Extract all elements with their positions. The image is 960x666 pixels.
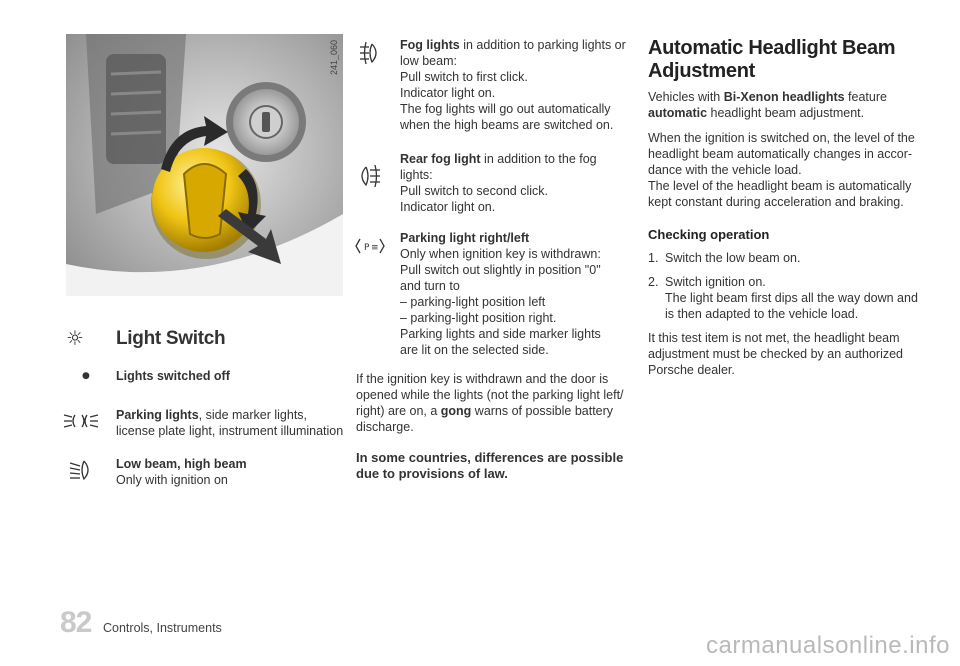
light-switch-photo (66, 34, 343, 296)
light-switch-icon: ☼ (66, 326, 84, 350)
key-warning-l3 (356, 404, 613, 420)
bi-xenon-bold: Bi-Xenon headlights (723, 90, 845, 104)
law-note-l1: In some countries, differences are possible (356, 450, 624, 465)
fog-lights-icon (356, 40, 386, 70)
key-warning-l4: discharge. (356, 420, 414, 434)
auto-beam-title-l2: Adjustment (648, 60, 756, 82)
auto-beam-p3-l2: adjustment must be checked by an authorized (648, 347, 904, 361)
key-warning-l1: If the ignition key is withdrawn and the door is (356, 372, 609, 386)
fog-lights-line1 (400, 38, 626, 54)
step1-num: 1. (648, 251, 659, 265)
rear-fog-l3: Pull switch to second click. (400, 184, 548, 198)
section-title: Light Switch (116, 328, 226, 349)
footer-section: Controls, Instruments (103, 621, 222, 635)
parking-lights-line2: license plate light, instrument illumination (116, 424, 344, 438)
fog-lights-l6: when the high beams are switched on. (400, 118, 614, 132)
page-number: 82 (60, 606, 92, 639)
rear-fog-l4: Indicator light on. (400, 200, 496, 214)
parking-side-l2: Pull switch out slightly in position "0" (400, 263, 601, 277)
key-warning-post: warns of possible battery (471, 404, 614, 418)
lights-off-label: Lights switched off (116, 369, 230, 383)
auto-beam-p3-l1: It this test item is not met, the headlight beam (648, 331, 900, 345)
step1-text: Switch the low beam on. (665, 251, 801, 265)
light-switch-illustration (66, 34, 343, 296)
low-beam-label: Low beam, high beam (116, 457, 247, 471)
parking-side-l1: Only when ignition key is withdrawn: (400, 247, 601, 261)
step2-l2: The light beam first dips all the way down and (665, 291, 918, 305)
checking-operation-title: Checking operation (648, 227, 770, 242)
step2-l1: Switch ignition on. (665, 275, 766, 289)
auto-beam-p2-l3: dance with the vehicle load. (648, 163, 802, 177)
step2-num: 2. (648, 275, 659, 289)
fog-lights-bold: Fog lights (400, 38, 460, 52)
fog-lights-l2: low beam: (400, 54, 457, 68)
key-warning-l2: opened while the lights (not the parking light left/ (356, 388, 624, 402)
rear-fog-line1 (400, 152, 597, 168)
watermark: carmanualsonline.info (706, 632, 950, 659)
photo-code: 241_060 (329, 40, 339, 76)
gong-bold: gong (440, 404, 472, 418)
auto-beam-title-l1: Automatic Headlight Beam (648, 37, 896, 59)
law-note-l2: due to provisions of law. (356, 466, 508, 481)
auto-beam-p2-l1: When the ignition is switched on, the level of the (648, 131, 915, 145)
low-beam-icon (66, 457, 96, 487)
svg-text:P: P (364, 243, 370, 253)
parking-side-title: Parking light right/left (400, 231, 530, 245)
auto-beam-p1-l2 (648, 106, 864, 122)
p1-post: feature (844, 90, 887, 104)
parking-side-l4: – parking-light position left (400, 295, 546, 309)
auto-beam-p2-l5: kept constant during acceleration and braking. (648, 195, 904, 209)
parking-side-l3: and turn to (400, 279, 460, 293)
fog-lights-l3: Pull switch to first click. (400, 70, 528, 84)
parking-side-l6: Parking lights and side marker lights (400, 327, 601, 341)
p1-post2: headlight beam adjustment. (707, 106, 865, 120)
rear-fog-bold: Rear fog light (400, 152, 481, 166)
rear-fog-rest: in addition to the fog (480, 152, 597, 166)
auto-beam-p2-l4: The level of the headlight beam is automatically (648, 179, 912, 193)
parking-lights-bold: Parking lights (116, 408, 199, 422)
fog-lights-rest: in addition to parking lights or (459, 38, 626, 52)
parking-light-side-icon (354, 236, 386, 260)
auto-beam-p3-l3: Porsche dealer. (648, 363, 735, 377)
bullet-dot-icon: ● (82, 371, 90, 381)
fog-lights-l5: The fog lights will go out automatically (400, 102, 611, 116)
key-warning-pre: right) are on, a (356, 404, 441, 418)
rear-fog-light-icon (356, 163, 386, 193)
auto-beam-p1-l1 (648, 90, 887, 106)
rear-fog-l2: lights: (400, 168, 433, 182)
svg-text:≡: ≡ (371, 243, 379, 253)
automatic-bold: automatic (648, 106, 708, 120)
parking-lights-rest: , side marker lights, (198, 408, 308, 422)
parking-lights-icon (62, 410, 100, 436)
step2-l3: is then adapted to the vehicle load. (665, 307, 859, 321)
fog-lights-l4: Indicator light on. (400, 86, 496, 100)
parking-side-l5: – parking-light position right. (400, 311, 557, 325)
parking-side-l7: are lit on the selected side. (400, 343, 549, 357)
low-beam-note: Only with ignition on (116, 473, 228, 487)
parking-lights-line1 (116, 408, 307, 424)
p1-pre: Vehicles with (648, 90, 724, 104)
auto-beam-p2-l2: headlight beam automatically changes in accor- (648, 147, 913, 161)
